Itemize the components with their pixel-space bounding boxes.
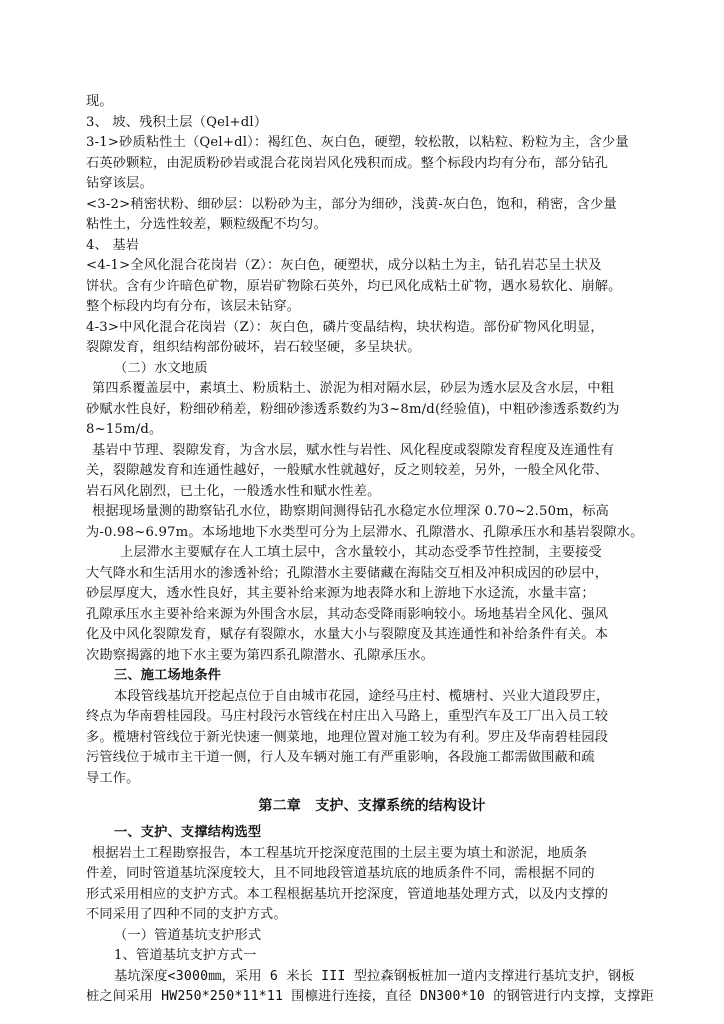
text-line: 根据岩土工程勘察报告，本工程基坑开挖深度范围的土层主要为填土和淤泥，地质条 [92,845,588,861]
text-line: 孔隙承压水主要补给来源为外围含水层，其动态受降雨影响较小。场地基岩全风化、强风 [86,606,609,622]
text-line: 多。榄塘村管线位于新光快速一侧菜地，地理位置对施工较为有利。罗庄及华南碧桂园段 [86,729,609,745]
text-line: 化及中风化裂隙发育，赋存有裂隙水，水量大小与裂隙度及其连通性和补给条件有关。本 [86,627,609,642]
text-line: 导工作。 [86,770,140,786]
section-heading: 4、 基岩 [86,237,140,253]
text-line: 污管线位于城市主干道一侧，行人及车辆对施工有严重影响，各段施工都需做围蔽和疏 [86,750,595,765]
text-line: 砂层厚度大，透水性良好，其主要补给来源为地表降水和上游地下水迳流，水量丰富； [86,586,595,601]
text-line: <3-2>稍密状粉、细砂层：以粉砂为主，部分为细砂，浅黄-灰白色，饱和，稍密，含少量 [86,196,617,212]
text-line: 件差，同时管道基坑深度较大，且不同地段管道基坑底的地质条件不同，需根据不同的 [86,866,595,881]
text-line: 现。 [86,94,113,109]
text-line: 第四系覆盖层中，素填土、粉质粘土、淤泥为相对隔水层，砂层为透水层及含水层，中粗 [92,381,615,396]
text-line: 粘性土，分选性较差，颗粒级配不均匀。 [86,217,327,232]
text-line: 次勘察揭露的地下水主要为第四系孔隙潜水、孔隙承压水。 [86,647,435,663]
text-line: 上层滞水主要赋存在人工填土层中，含水量较小，其动态受季节性控制，主要接受 [120,545,602,560]
text-line: 整个标段内均有分布，该层未钻穿。 [86,299,301,314]
text-line: 桩之间采用 HW250*250*11*11 围檩进行连接，直径 DN300*10 的钢管进行内支撑，支撑距 [86,989,654,1004]
text-line: 8~15m/d。 [86,422,163,437]
text-line: 石英砂颗粒，由泥质粉砂岩或混合花岗岩风化残积而成。整个标段内均有分布，部分钻孔 [86,155,609,171]
subsection-heading: （一）管道基坑支护形式 [114,927,262,943]
text-line: 终点为华南碧桂园段。马庄村段污水管线在村庄出入马路上，重型汽车及工厂出入员工较 [86,709,609,724]
text-line: 根据现场量测的勘察钻孔水位，勘察期间测得钻孔水稳定水位埋深 0.70~2.50m，标高 [92,504,610,519]
subsection-heading: （二）水文地质 [114,360,208,376]
text-line: 大气降水和生活用水的渗透补给；孔隙潜水主要储藏在海陆交互相及冲积成因的砂层中， [86,565,609,581]
text-line: 不同采用了四种不同的支护方式。 [86,907,287,922]
chapter-title: 第二章 支护、支撑系统的结构设计 [258,798,486,814]
text-line: <4-1>全风化混合花岗岩（Z）：灰白色，硬塑状，成分以粘土为主，钻孔岩芯呈土状及 [86,258,602,273]
text-line: 钻穿该层。 [86,176,153,191]
section-heading: 三、施工场地条件 [114,668,222,683]
text-line: 4-3>中风化混合花岗岩（Z）：灰白色，磷片变晶结构，块状构造。部份矿物风化明显， [86,319,604,335]
text-line: 形式采用相应的支护方式。本工程根据基坑开挖深度，管道地基处理方式，以及内支撑的 [86,886,609,902]
subsection-heading: 1、管道基坑支护方式一 [114,948,257,963]
text-line: 饼状。含有少许暗色矿物，原岩矿物除石英外，均已风化成粘土矿物，遇水易软化、崩解。 [86,278,622,294]
text-line: 关，裂隙越发育和连通性越好，一般赋水性就越好，反之则较差，另外，一般全风化带、 [86,463,609,478]
text-line: 岩石风化剧烈，已土化，一般透水性和赋水性差。 [86,483,381,499]
text-line: 为-0.98~6.97m。本场地地下水类型可分为上层滞水、孔隙潜水、孔隙承压水和基岩裂隙水。 [86,524,644,540]
text-line: 基坑深度<3000㎜，采用 6 米长 III 型拉森钢板桩加一道内支撑进行基坑支护，钢板 [114,968,635,984]
text-line: 砂赋水性良好，粉细砂稍差，粉细砂渗透系数约为3~8m/d(经验值)，中粗砂渗透系数约为 [86,401,620,417]
section-heading: 3、 坡、残积土层（Qel+dl） [86,114,268,130]
document-page [86,92,658,1008]
text-line: 裂隙发育，组织结构部份破坏，岩石较坚硬，多呈块状。 [86,340,421,355]
text-line: 本段管线基坑开挖起点位于自由城市花园，途经马庄村、榄塘村、兴业大道段罗庄， [114,688,610,704]
text-line: 3-1>砂质粘性土（Qel+dl）：褐红色、灰白色，硬塑，较松散，以粘粒、粉粒为主，含少量 [86,135,629,150]
text-line: 基岩中节理、裂隙发育，为含水层，赋水性与岩性、风化程度或裂隙发育程度及连通性有 [92,442,615,458]
section-heading: 一、支护、支撑结构选型 [114,825,262,840]
